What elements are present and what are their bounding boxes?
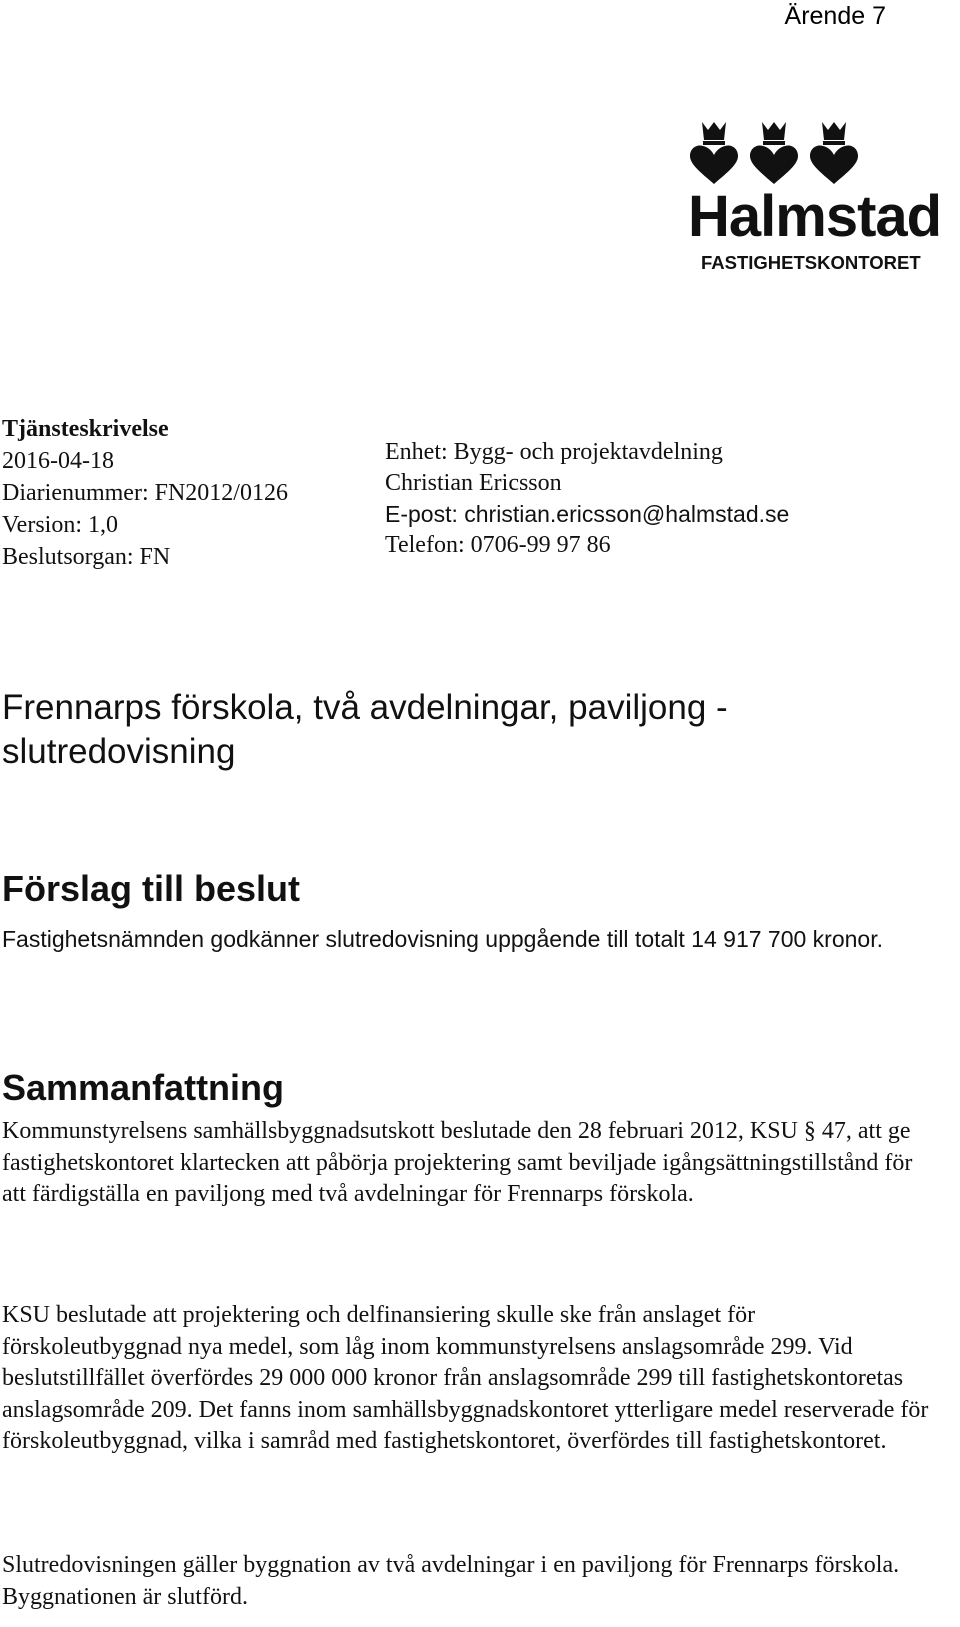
sammanfattning-paragraph-3: Slutredovisningen gäller byggnation av två avdelningar i en paviljong för Frennarps förskola. Byggnationen är slutförd.	[2, 1552, 900, 1610]
enhet: Enhet: Bygg- och projektavdelning	[385, 439, 723, 465]
contact-info	[385, 437, 789, 561]
contact-email: E-post: christian.ericsson@halmstad.se	[385, 501, 790, 527]
document-title: Frennarps förskola, två avdelningar, paviljong - slutredovisning	[2, 688, 728, 771]
sammanfattning-heading: Sammanfattning	[2, 1067, 285, 1108]
document-type: Tjänsteskrivelse	[2, 416, 169, 442]
document-date: 2016-04-18	[2, 448, 114, 474]
beslutsorgan: Beslutsorgan: FN	[2, 544, 171, 570]
sammanfattning-paragraph-1: Kommunstyrelsens samhällsbyggnadsutskott beslutade den 28 februari 2012, KSU § 47, att ge fastighetskontoret klartecken att påbörja projektering samt beviljade igångsättningstillstånd för att färdigställa en paviljong med två avdelningar för Frennarps förskola.	[2, 1118, 913, 1207]
arende-number: Ärende 7	[784, 2, 886, 30]
forslag-text: Fastighetsnämnden godkänner slutredovisning uppgående till totalt 14 917 700 kronor.	[2, 926, 883, 952]
diarienummer: Diarienummer: FN2012/0126	[2, 480, 288, 506]
forslag-heading: Förslag till beslut	[2, 868, 301, 909]
crowned-hearts-icon	[688, 120, 928, 186]
version: Version: 1,0	[2, 512, 118, 538]
document-meta	[2, 413, 288, 573]
contact-name: Christian Ericsson	[385, 470, 562, 496]
halmstad-logo	[688, 120, 958, 280]
logo-subtitle: FASTIGHETSKONTORET	[701, 252, 921, 273]
contact-phone: Telefon: 0706-99 97 86	[385, 532, 611, 558]
logo-name: Halmstad	[688, 184, 942, 249]
sammanfattning-paragraph-2: KSU beslutade att projektering och delfinansiering skulle ske från anslaget för förskoleutbyggnad nya medel, som låg inom kommunstyrelsens anslagsområde 299. Vid beslutstillfället överfördes 29 000 000 kronor från anslagsområde 299 till fastighetskontoretas anslagsområde 209. Det fanns inom samhällsbyggnadskontoret ytterligare medel reserverade för förskoleutbyggnad, vilka i samråd med fastighetskontoret, överfördes till fastighetskontoret.	[2, 1302, 929, 1454]
